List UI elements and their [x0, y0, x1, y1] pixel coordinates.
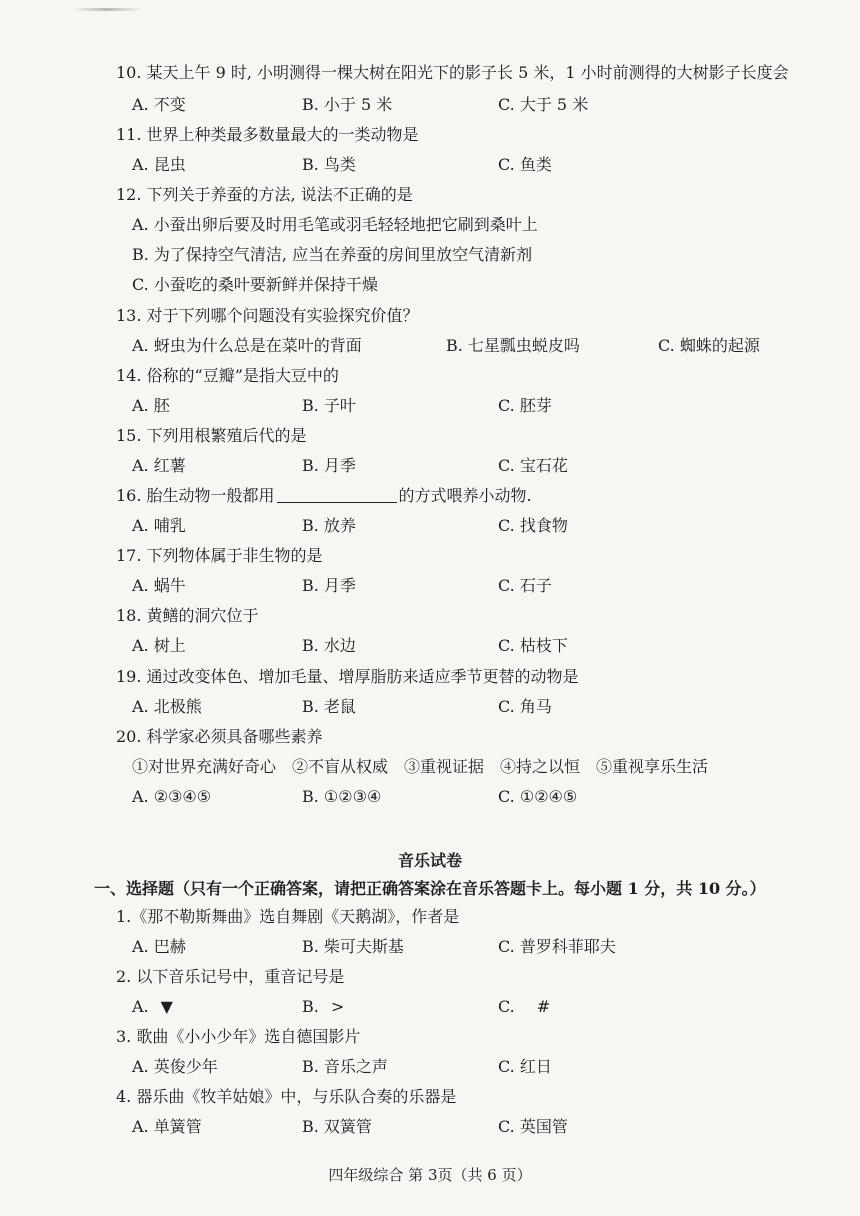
question-14-option-a: A. 胚	[132, 396, 170, 415]
music-question-2-stem: 2. 以下音乐记号中，重音记号是	[116, 967, 345, 986]
question-18-option-a: A. 树上	[132, 636, 186, 655]
question-16-stem-end: 的方式喂养小动物.	[398, 486, 532, 505]
music-instruction: 一、选择题（只有一个正确答案，请把正确答案涂在音乐答题卡上。每小题 1 分，共 10 分。）	[94, 879, 766, 898]
question-11-option-a: A. 昆虫	[132, 155, 186, 174]
question-12-option-b: B. 为了保持空气清洁, 应当在养蚕的房间里放空气清新剂	[132, 245, 533, 264]
question-17-option-a: A. 蜗牛	[132, 576, 186, 595]
question-16-stem	[116, 485, 532, 507]
music-question-4-option-a: A. 单簧管	[132, 1117, 202, 1136]
music-question-1-option-a: A. 巴赫	[132, 937, 186, 956]
question-16-option-a: A. 哺乳	[132, 516, 186, 535]
question-12-stem: 12. 下列关于养蚕的方法, 说法不正确的是	[116, 185, 413, 204]
question-12-option-a: A. 小蚕出卵后要及时用毛笔或羽毛轻轻地把它刷到桑叶上	[132, 215, 538, 234]
question-10-option-a: A. 不变	[132, 95, 186, 114]
music-question-2-option-a	[132, 996, 173, 1018]
question-15-option-c: C. 宝石花	[498, 456, 568, 475]
question-18-option-b: B. 水边	[302, 636, 356, 655]
question-20-option-b: B. ①②③④	[302, 787, 382, 806]
question-17-option-c: C. 石子	[498, 576, 552, 595]
question-16-stem-start: 16. 胎生动物一般都用	[116, 486, 275, 505]
scan-mark	[72, 8, 142, 11]
question-10-stem: 10. 某天上午 9 时, 小明测得一棵大树在阳光下的影子长 5 米，1 小时前测得的大树影子长度会	[116, 63, 789, 82]
question-20-items: ①对世界充满好奇心 ②不盲从权威 ③重视证据 ④持之以恒 ⑤重视享乐生活	[132, 757, 709, 776]
triangle-down-symbol: ▼	[160, 997, 173, 1016]
question-19-option-a: A. 北极熊	[132, 697, 202, 716]
music-question-2-option-b	[302, 996, 344, 1018]
question-18-stem: 18. 黄鳝的洞穴位于	[116, 606, 259, 625]
music-question-4-option-c: C. 英国管	[498, 1117, 568, 1136]
question-14-option-c: C. 胚芽	[498, 396, 552, 415]
question-11-option-c: C. 鱼类	[498, 155, 552, 174]
music-question-1-option-c: C. 普罗科菲耶夫	[498, 937, 616, 956]
music-section-title: 音乐试卷	[397, 851, 462, 870]
question-15-option-b: B. 月季	[302, 456, 356, 475]
question-10-option-c: C. 大于 5 米	[498, 95, 589, 114]
music-question-4-option-b: B. 双簧管	[302, 1117, 372, 1136]
music-question-2-option-c	[498, 996, 550, 1018]
question-10-option-b: B. 小于 5 米	[302, 95, 393, 114]
question-17-option-b: B. 月季	[302, 576, 356, 595]
question-15-stem: 15. 下列用根繁殖后代的是	[116, 426, 307, 445]
question-14-option-b: B. 子叶	[302, 396, 356, 415]
question-13-stem: 13. 对于下列哪个问题没有实验探究价值？	[116, 306, 419, 325]
question-20-option-a: A. ②③④⑤	[132, 787, 212, 806]
music-question-1-stem: 1.《那不勒斯舞曲》选自舞剧《天鹅湖》，作者是	[116, 907, 460, 926]
music-question-3-option-c: C. 红日	[498, 1057, 552, 1076]
music-question-3-option-b: B. 音乐之声	[302, 1057, 388, 1076]
accent-symbol: >	[330, 997, 345, 1016]
question-19-stem: 19. 通过改变体色、增加毛量、增厚脂肪来适应季节更替的动物是	[116, 667, 579, 686]
question-13-option-c: C. 蜘蛛的起源	[658, 336, 760, 355]
question-14-stem: 14. 俗称的“豆瓣”是指大豆中的	[116, 366, 339, 385]
question-19-option-c: C. 角马	[498, 697, 552, 716]
question-12-option-c: C. 小蚕吃的桑叶要新鲜并保持干燥	[132, 275, 378, 294]
question-16-option-c: C. 找食物	[498, 516, 568, 535]
page-footer: 四年级综合 第 3页（共 6 页）	[328, 1166, 532, 1184]
option-a-letter: A.	[132, 997, 149, 1016]
music-question-1-option-b: B. 柴可夫斯基	[302, 937, 404, 956]
question-11-option-b: B. 鸟类	[302, 155, 356, 174]
question-15-option-a: A. 红薯	[132, 456, 186, 475]
music-question-3-option-a: A. 英俊少年	[132, 1057, 218, 1076]
option-b-letter: B.	[302, 997, 319, 1016]
question-19-option-b: B. 老鼠	[302, 697, 356, 716]
question-20-option-c: C. ①②④⑤	[498, 787, 578, 806]
option-c-letter: C.	[498, 997, 515, 1016]
question-17-stem: 17. 下列物体属于非生物的是	[116, 546, 323, 565]
music-question-4-stem: 4. 器乐曲《牧羊姑娘》中，与乐队合奏的乐器是	[116, 1087, 457, 1106]
question-11-stem: 11. 世界上种类最多数量最大的一类动物是	[116, 125, 419, 144]
question-13-option-b: B. 七星瓢虫蜕皮吗	[446, 336, 580, 355]
question-16-option-b: B. 放养	[302, 516, 356, 535]
answer-blank	[277, 486, 397, 503]
music-question-3-stem: 3. 歌曲《小小少年》选自德国影片	[116, 1027, 361, 1046]
question-18-option-c: C. 枯枝下	[498, 636, 568, 655]
sharp-symbol: #	[536, 997, 551, 1016]
question-13-option-a: A. 蚜虫为什么总是在菜叶的背面	[132, 336, 362, 355]
question-20-stem: 20. 科学家必须具备哪些素养	[116, 727, 323, 746]
